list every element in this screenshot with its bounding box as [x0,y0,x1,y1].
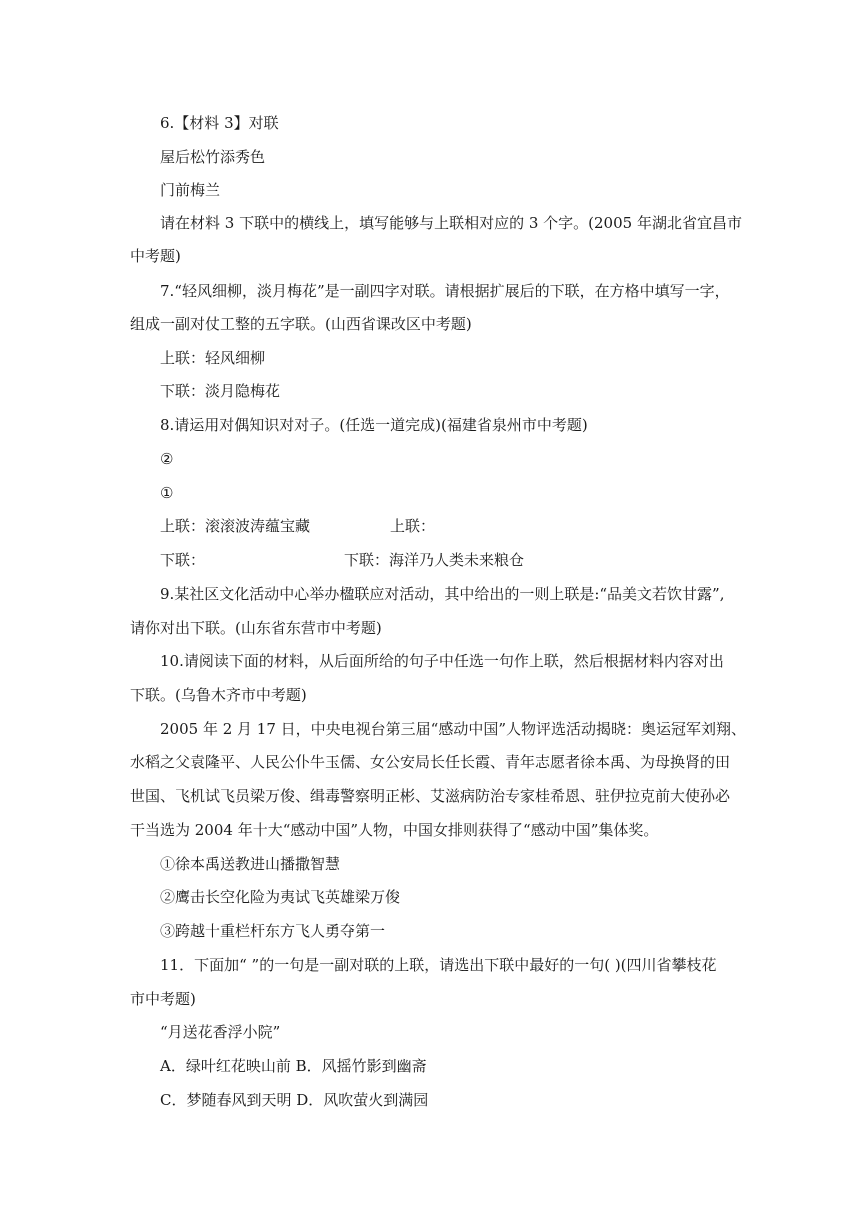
question-7-title-cont: 组成一副对仗工整的五字联。(山西省课改区中考题) [130,315,472,333]
choice-2: ②鹰击长空化险为夷试飞英雄梁万俊 [160,888,401,906]
question-10-title: 10.请阅读下面的材料，从后面所给的句子中任选一句作上联，然后根据材料内容对出 [160,652,724,670]
option-1-marker: ① [160,484,174,502]
material-paragraph-line-3: 世国、飞机试飞员梁万俊、缉毒警察明正彬、艾滋病防治专家桂希恩、驻伊拉克前大使孙必 [130,787,731,805]
question-11-upper: “月送花香浮小院” [160,1023,281,1041]
couplet-lower-line: 门前梅兰 [160,181,221,199]
question-8-upper-1: 上联：滚滚波涛蕴宝藏 [160,517,311,535]
question-8-upper-2: 上联： [390,517,436,535]
question-9-title-cont: 请你对出下联。(山东省东营市中考题) [130,619,382,637]
answer-options-ab: A．绿叶红花映山前 B．风摇竹影到幽斋 [160,1057,427,1075]
question-7-title: 7.“轻风细柳，淡月梅花”是一副四字对联。请根据扩展后的下联，在方格中填写一字， [160,282,730,300]
question-6-title: 6.【材料 3】对联 [160,114,279,132]
question-9-title: 9.某社区文化活动中心举办楹联应对活动，其中给出的一则上联是:“品美文若饮甘露”, [160,585,725,603]
question-8-title: 8.请运用对偶知识对对子。(任选一道完成)(福建省泉州市中考题) [160,416,588,434]
question-8-lower-1: 下联： [160,551,206,569]
question-8-lower-2: 下联：海洋乃人类未来粮仓 [344,551,525,569]
choice-3: ③跨越十重栏杆东方飞人勇夺第一 [160,922,386,940]
choice-1: ①徐本禹送教进山播撒智慧 [160,855,341,873]
question-6-instruction: 请在材料 3 下联中的横线上，填写能够与上联相对应的 3 个字。(2005 年湖北省宜昌市 [160,214,742,232]
material-paragraph-line-1: 2005 年 2 月 17 日，中央电视台第三届“感动中国”人物评选活动揭晓：奥运冠军刘翔、 [160,720,746,738]
question-11-title: 11．下面加“ ”的一句是一副对联的上联，请选出下联中最好的一句( )(四川省攀枝花 [160,956,717,974]
question-11-title-cont: 市中考题) [130,990,196,1008]
material-paragraph-line-4: 干当选为 2004 年十大“感动中国”人物，中国女排则获得了“感动中国”集体奖。 [130,821,659,839]
question-6-instruction-cont: 中考题) [130,247,181,265]
material-paragraph-line-2: 水稻之父袁隆平、人民公仆牛玉儒、女公安局长任长霞、青年志愿者徐本禹、为母换肾的田 [130,753,731,771]
option-2-marker: ② [160,450,174,468]
couplet-upper-line: 屋后松竹添秀色 [160,148,266,166]
question-7-upper: 上联：轻风细柳 [160,349,266,367]
question-10-title-cont: 下联。(乌鲁木齐市中考题) [130,686,307,704]
answer-options-cd: C．梦随春风到天明 D．风吹萤火到满园 [160,1091,429,1109]
question-7-lower: 下联：淡月隐梅花 [160,382,281,400]
